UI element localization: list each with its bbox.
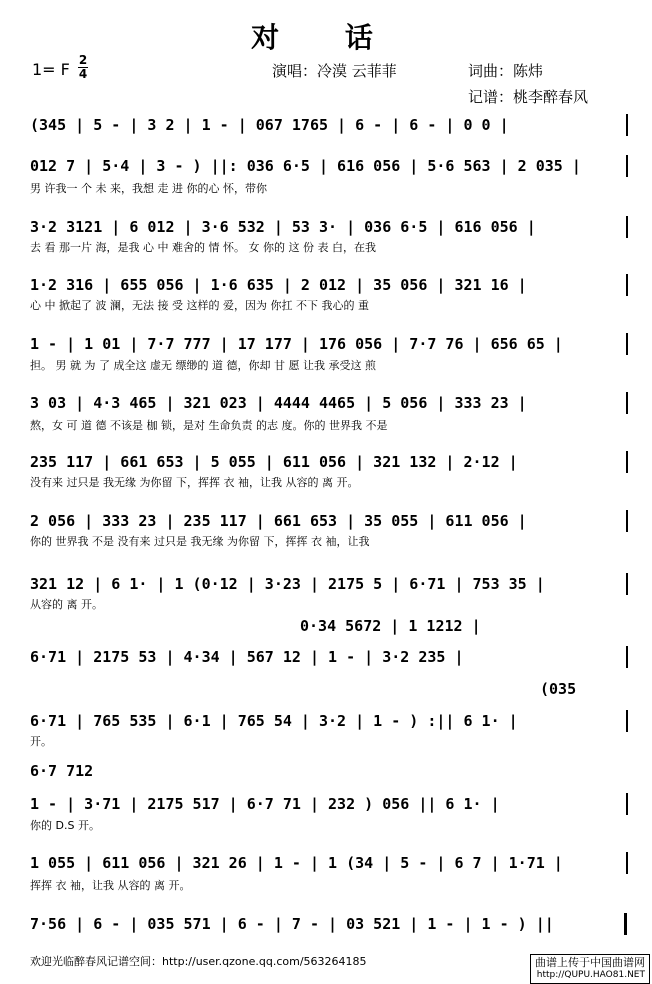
score-row-6-notes: 3 03 | 4·3 465 | 321 023 | 4444 4465 | 5 056 | 333 23 | xyxy=(30,394,527,412)
final-barline xyxy=(624,913,627,935)
score-row-8-lyrics: 你的 世界我 不是 没有来 过只是 我无缘 为你留 下，挥挥 衣 袖，让我 xyxy=(30,535,370,548)
score-row-7-notes: 235 117 | 661 653 | 5 055 | 611 056 | 321 132 | 2·12 | xyxy=(30,453,518,471)
score-row-11-lyrics: 开。 xyxy=(30,735,52,748)
time-signature xyxy=(78,54,88,81)
barline xyxy=(626,510,628,532)
transcriber-credit: 记谱：桃李醉春风 xyxy=(468,88,589,106)
score-overlay-upper-voice: 0·34 5672 | 1 1212 | xyxy=(300,617,481,635)
footer-watermark xyxy=(530,954,650,984)
meter-top: 2 xyxy=(78,53,88,67)
barline xyxy=(626,451,628,473)
barline xyxy=(626,155,628,177)
score-row-12-lyrics: 你的 D.S 开。 xyxy=(30,819,100,832)
composer-credit: 词曲：陈炜 xyxy=(468,62,544,80)
score-row-13-notes: 1 055 | 611 056 | 321 26 | 1 - | 1 (34 | 5 - | 6 7 | 1·71 | xyxy=(30,854,563,872)
score-row-14-notes: 7·56 | 6 - | 035 571 | 6 - | 7 - | 03 521 | 1 - | 1 - ) || xyxy=(30,915,554,933)
score-row-6-lyrics: 熬，女 可 道 德 不该是 枷 锁，是对 生命负责 的志 度。你的 世界我 不是 xyxy=(30,419,388,432)
score-row-3-lyrics: 去 看 那一片 海，是我 心 中 难舍的 情 怀。 女 你的 这 份 表 白，在我 xyxy=(30,241,376,254)
barline xyxy=(626,710,628,732)
score-row-9-notes: 321 12 | 6 1· | 1 (0·12 | 3·23 | 2175 5 | 6·71 | 753 35 | xyxy=(30,575,545,593)
score-row-12-notes: 1 - | 3·71 | 2175 517 | 6·7 71 | 232 ) 056 || 6 1· | xyxy=(30,795,500,813)
score-overlay-volta: (035 xyxy=(540,680,577,698)
score-row-4-notes: 1·2 316 | 655 056 | 1·6 635 | 2 012 | 35 056 | 321 16 | xyxy=(30,276,527,294)
barline xyxy=(626,216,628,238)
score-row-3-notes: 3·2 3121 | 6 012 | 3·6 532 | 53 3· | 036 6·5 | 616 056 | xyxy=(30,218,536,236)
barline xyxy=(626,852,628,874)
score-row-5-notes: 1 - | 1 01 | 7·7 777 | 17 177 | 176 056 | 7·7 76 | 656 65 | xyxy=(30,335,563,353)
singer-credit: 演唱：冷漠 云菲菲 xyxy=(272,62,397,80)
score-row-5-lyrics: 担。 男 就 为 了 成全这 虚无 缥缈的 道 德，你却 甘 愿 让我 承受这 煎 xyxy=(30,359,376,372)
score-row-7-lyrics: 没有来 过只是 我无缘 为你留 下，挥挥 衣 袖，让我 从容的 离 开。 xyxy=(30,476,359,489)
score-row-1-lyrics xyxy=(30,137,620,153)
score-row-2-notes: 012 7 | 5·4 | 3 - ) ||: 036 6·5 | 616 056 | 5·6 563 | 2 035 | xyxy=(30,157,581,175)
meter-bottom: 4 xyxy=(78,67,88,81)
footer-watermark-url: http://QUPU.HAO81.NET xyxy=(536,970,645,980)
score-row-1-notes: (345 | 5 - | 3 2 | 1 - | 067 1765 | 6 - | 6 - | 0 0 | xyxy=(30,116,509,134)
barline xyxy=(626,793,628,815)
score-row-4-lyrics: 心 中 掀起了 波 澜，无法 接 受 这样的 爱，因为 你扛 不下 我心的 重 xyxy=(30,299,369,312)
key-signature: 1= F xyxy=(32,60,70,79)
score-row-9-lyrics: 从容的 离 开。 xyxy=(30,598,103,611)
page-title: 对 话 xyxy=(251,21,401,54)
score-row-13-lyrics: 挥挥 衣 袖，让我 从容的 离 开。 xyxy=(30,879,191,892)
score-row-10-notes: 6·71 | 2175 53 | 4·34 | 567 12 | 1 - | 3·2 235 | xyxy=(30,648,464,666)
score-overlay-second-voice: 6·7 712 xyxy=(30,762,94,780)
barline xyxy=(626,573,628,595)
barline xyxy=(626,114,628,136)
footer-welcome: 欢迎光临醉春风记谱空间：http://user.qzone.qq.com/563264185 xyxy=(30,955,367,968)
score-row-11-notes: 6·71 | 765 535 | 6·1 | 765 54 | 3·2 | 1 - ) :|| 6 1· | xyxy=(30,712,518,730)
score-row-8-notes: 2 056 | 333 23 | 235 117 | 661 653 | 35 055 | 611 056 | xyxy=(30,512,527,530)
footer-watermark-text: 曲谱上传于中国曲谱网 xyxy=(535,956,645,969)
barline xyxy=(626,646,628,668)
barline xyxy=(626,274,628,296)
score-row-2-lyrics: 男 许我一 个 未 来，我想 走 进 你的心 怀，带你 xyxy=(30,182,267,195)
barline xyxy=(626,392,628,414)
barline xyxy=(626,333,628,355)
